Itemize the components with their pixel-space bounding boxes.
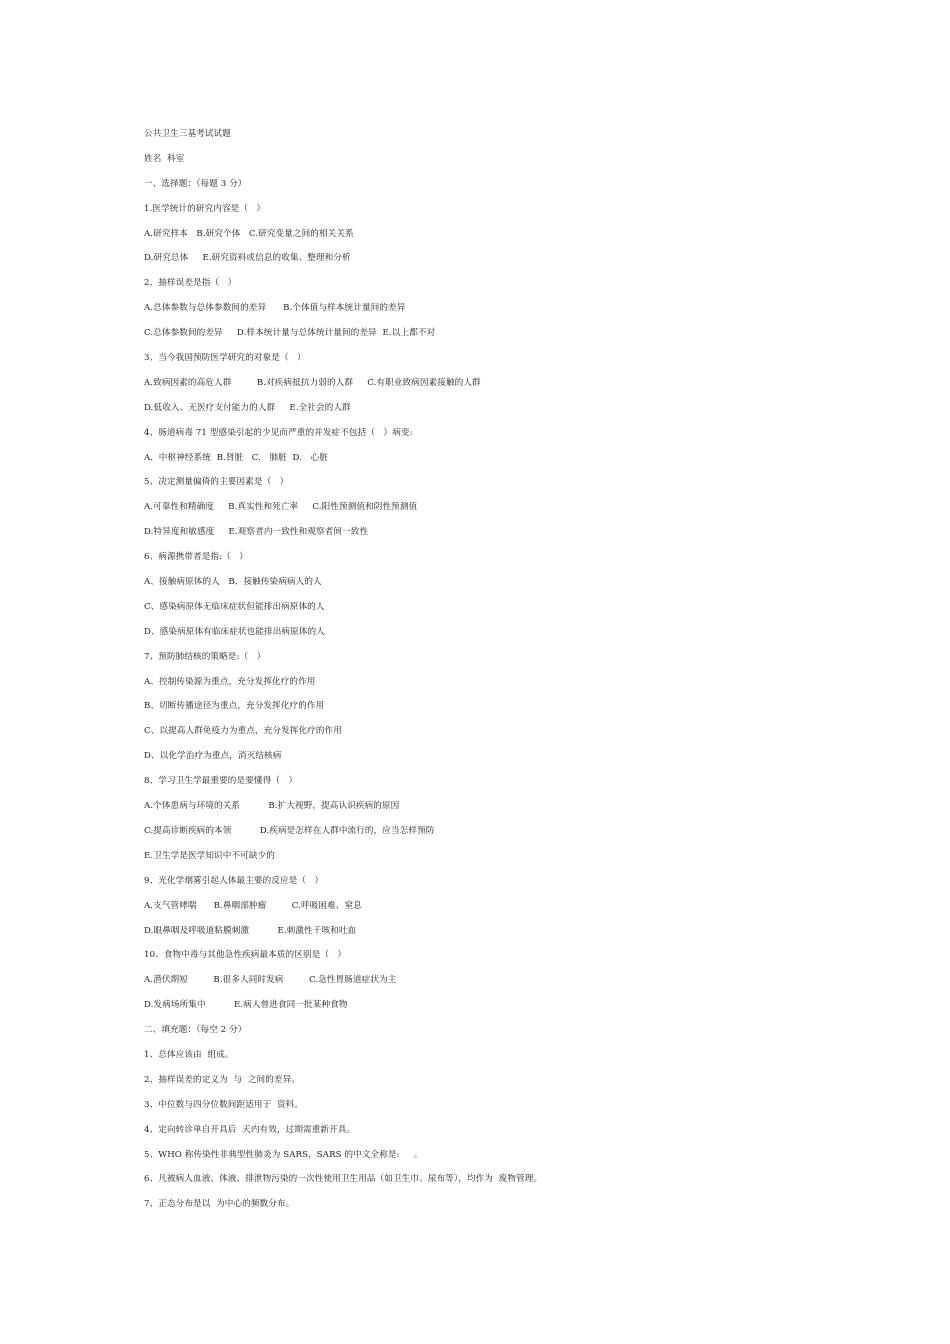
answer-options: A、接触病原体的人 B、接触传染病病人的人 bbox=[144, 577, 322, 588]
section-heading: 二、填充题：（每空 2 分） bbox=[144, 1025, 247, 1036]
answer-options: A.个体患病与环境的关系 B.扩大视野，提高认识疾病的原因 bbox=[144, 801, 400, 812]
question-text: 6、病源携带者是指:（ ） bbox=[144, 552, 248, 563]
answer-options: D.眼鼻咽及呼吸道粘膜刺激 E.刺激性干咳和吐血 bbox=[144, 925, 357, 936]
answer-options: D、以化学治疗为重点，消灭结核病 bbox=[144, 751, 282, 762]
fill-in-question: 4、定向转诊单自开具后 天内有效，过期需重新开具。 bbox=[144, 1124, 356, 1135]
answer-options: D.发病场所集中 E.病人曾进食同一批某种食物 bbox=[144, 1000, 348, 1011]
question-text: 3、当今我国预防医学研究的对象是（ ） bbox=[144, 353, 306, 364]
answer-options: A.可靠性和精确度 B.真实性和死亡率 C.阳性预测值和阴性预测值 bbox=[144, 502, 418, 513]
answer-options: C.提高诊断疾病的本领 D.疾病是怎样在人群中流行的，应当怎样预防 bbox=[144, 825, 435, 836]
fill-in-question: 3、中位数与四分位数间距适用于 资料。 bbox=[144, 1099, 304, 1110]
question-text: 7、预防肺结核的策略是:（ ） bbox=[144, 651, 266, 662]
fill-in-question: 2、抽样误差的定义为 与 之间的差异。 bbox=[144, 1074, 300, 1085]
question-text: 2、抽样误差是指（ ） bbox=[144, 278, 237, 289]
question-text: 10、食物中毒与其他急性疾病最本质的区别是（ ） bbox=[144, 950, 347, 961]
question-text: 8、学习卫生学最重要的是要懂得（ ） bbox=[144, 776, 298, 787]
answer-options: A、控制传染源为重点，充分发挥化疗的作用 bbox=[144, 676, 316, 687]
document-title: 公共卫生三基考试试题 bbox=[144, 129, 231, 139]
fill-in-question: 5、WHO 称传染性非典型性肺炎为 SARS，SARS 的中文全称是: 。 bbox=[144, 1149, 423, 1160]
answer-options: B、切断传播途径为重点，充分发挥化疗的作用 bbox=[144, 701, 325, 712]
question-text: 1.医学统计的研究内容是（ ） bbox=[144, 203, 266, 214]
section-heading: 一、选择题：（每题 3 分） bbox=[144, 178, 247, 189]
question-text: 9、光化学烟雾引起人体最主要的反应是（ ） bbox=[144, 875, 324, 886]
fill-in-question: 6、凡被病人血液、体液、排泄物污染的一次性使用卫生用品（如卫生巾、尿布等），均作为 废物管理。 bbox=[144, 1174, 543, 1185]
answer-options: D.低收入、无医疗支付能力的人群 E.全社会的人群 bbox=[144, 402, 351, 413]
answer-options: A. 中枢神经系统 B.肾脏 C. 肺脏 D. 心脏 bbox=[144, 452, 328, 463]
answer-options: D.研究总体 E.研究资料或信息的收集、整理和分析 bbox=[144, 253, 351, 264]
fill-in-question: 7、正态分布是以 为中心的频数分布。 bbox=[144, 1199, 295, 1210]
answer-options: A.总体参数与总体参数间的差异 B.个体值与样本统计量间的差异 bbox=[144, 303, 406, 314]
answer-options: A.支气管哮喘 B.鼻咽部肿瘤 C.呼吸困难、窒息 bbox=[144, 900, 362, 911]
question-text: 5、决定测量偏倚的主要因素是（ ） bbox=[144, 477, 289, 488]
answer-options: A.致病因素的高危人群 B.对疾病抵抗力弱的人群 C.有职业致病因素接触的人群 bbox=[144, 377, 481, 388]
answer-options: C、感染病原体无临床症状但能排出病原体的人 bbox=[144, 601, 325, 612]
answer-options: A.研究样本 B.研究个体 C.研究变量之间的相关关系 bbox=[144, 228, 354, 239]
question-text: 4、肠道病毒 71 型感染引起的少见而严重的并发症不包括（ ）病变: bbox=[144, 427, 413, 438]
answer-options: D、感染病原体有临床症状也能排出病原体的人 bbox=[144, 626, 325, 637]
name-department-field: 姓名 科室 bbox=[144, 153, 185, 164]
answer-options: C.总体参数间的差异 D.样本统计量与总体统计量间的差异 E.以上都不对 bbox=[144, 328, 436, 339]
answer-options: E.卫生学是医学知识中不可缺少的 bbox=[144, 850, 275, 861]
fill-in-question: 1、总体应该由 组成。 bbox=[144, 1049, 234, 1060]
answer-options: D.特异度和敏感度 E.观察者内一致性和观察者间一致性 bbox=[144, 527, 369, 538]
answer-options: A.潜伏期短 B.很多人同时发病 C.急性胃肠道症状为主 bbox=[144, 975, 397, 986]
document-body bbox=[144, 126, 844, 1221]
answer-options: C、以提高人群免疫力为重点，充分发挥化疗的作用 bbox=[144, 726, 342, 737]
